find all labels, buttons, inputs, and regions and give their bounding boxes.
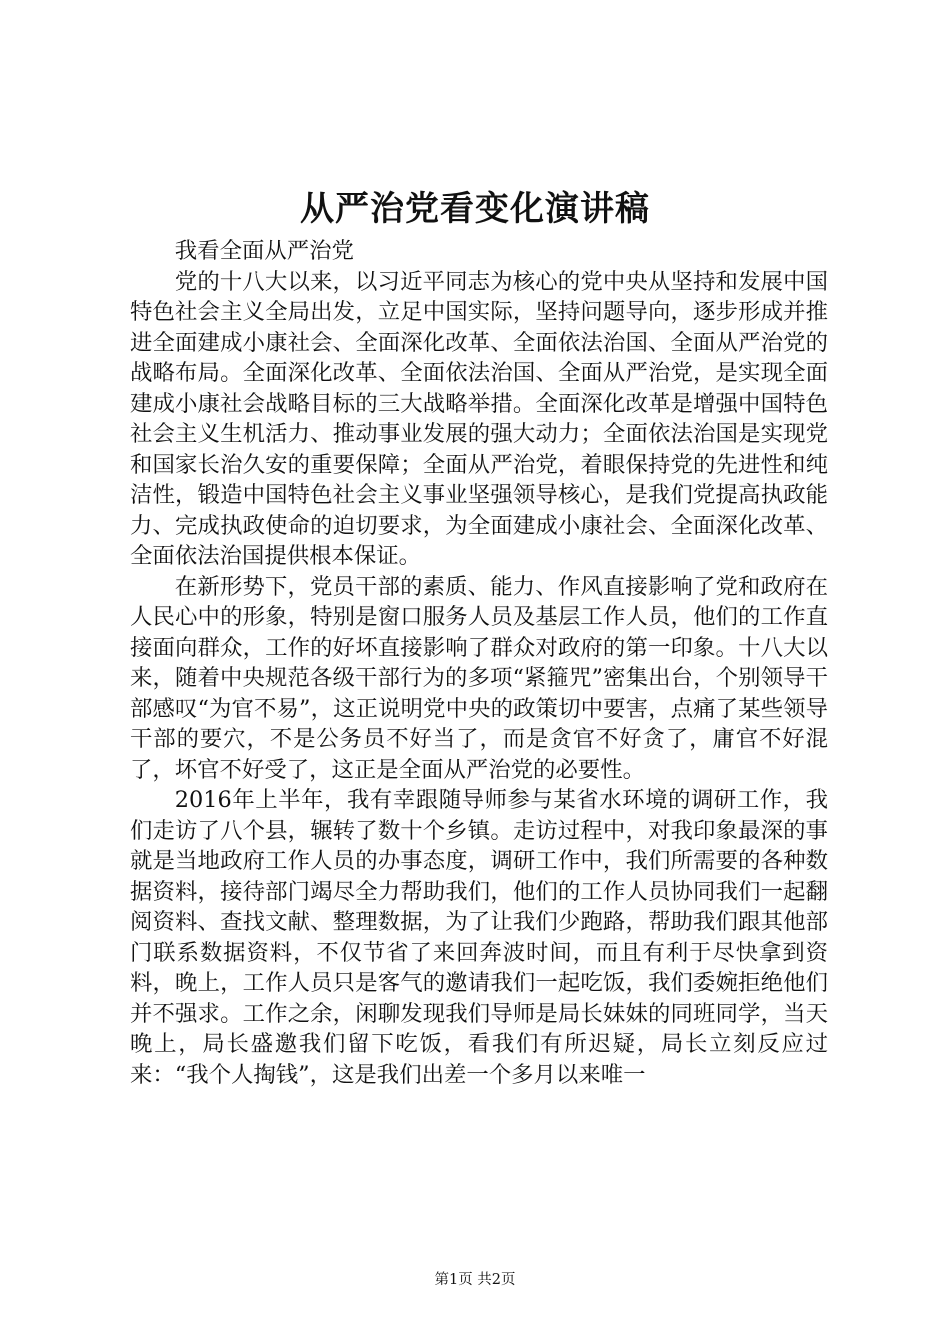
document-title: 从严治党看变化演讲稿 [300, 189, 650, 229]
document-body [130, 236, 828, 1090]
paragraph-1: 党的十八大以来，以习近平同志为核心的党中央从坚持和发展中国特色社会主义全局出发，立足中国实际，坚持问题导向，逐步形成并推进全面建成小康社会、全面深化改革、全面依法治国、全面从严治党的战略布局。全面深化改革、全面依法治国、全面从严治党，是实现全面建成小康社会战略目标的三大战略举措。全面深化改革是增强中国特色社会主义生机活力、推动事业发展的强大动力；全面依法治国是实现党和国家长治久安的重要保障；全面从严治党，着眼保持党的先进性和纯洁性，锻造中国特色社会主义事业坚强领导核心，是我们党提高执政能力、完成执政使命的迫切要求，为全面建成小康社会、全面深化改革、全面依法治国提供根本保证。 [130, 268, 828, 569]
paragraph-3: 2016年上半年，我有幸跟随导师参与某省水环境的调研工作，我们走访了八个县，辗转了数十个乡镇。走访过程中，对我印象最深的事就是当地政府工作人员的办事态度，调研工作中，我们所需要的各种数据资料，接待部门竭尽全力帮助我们，他们的工作人员协同我们一起翻阅资料、查找文献、整理数据，为了让我们少跑路，帮助我们跟其他部门联系数据资料，不仅节省了来回奔波时间，而且有利于尽快拿到资料，晚上，工作人员只是客气的邀请我们一起吃饭，我们委婉拒绝他们并不强求。工作之余，闲聊发现我们导师是局长妹妹的同班同学，当天晚上，局长盛邀我们留下吃饭，看我们有所迟疑，局长立刻反应过来：“我个人掏钱”，这是我们出差一个多月以来唯一 [130, 787, 828, 1088]
paragraph-subtitle: 我看全面从严治党 [174, 238, 354, 264]
page-footer: 第1页 共2页 [434, 1272, 516, 1288]
paragraph-2: 在新形势下，党员干部的素质、能力、作风直接影响了党和政府在人民心中的形象，特别是窗口服务人员及基层工作人员，他们的工作直接面向群众，工作的好坏直接影响了群众对政府的第一印象。十八大以来，随着中央规范各级干部行为的多项“紧箍咒”密集出台，个别领导干部感叹“为官不易”，这正说明党中央的政策切中要害，点痛了某些领导干部的要穴，不是公务员不好当了，而是贪官不好贪了，庸官不好混了，坏官不好受了，这正是全面从严治党的必要性。 [130, 573, 828, 783]
